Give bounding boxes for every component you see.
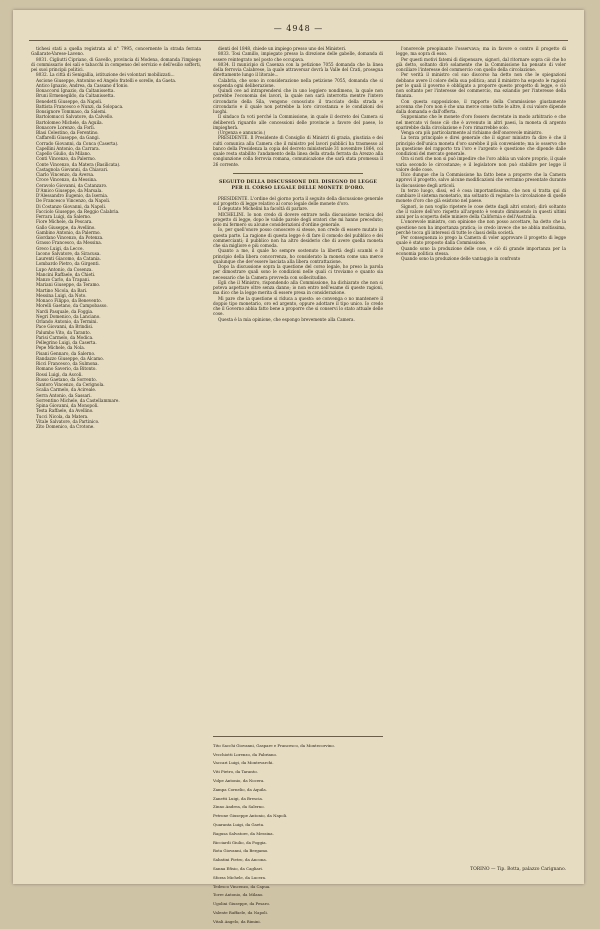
paragraph: Bonsignore Tommaso, da Salemi.	[36, 109, 107, 114]
section-divider	[233, 173, 363, 174]
paragraph: Mariani Giuseppe, da Teramo.	[36, 282, 101, 288]
paragraph: Gallo Giuseppe, da Avellino.	[36, 224, 96, 230]
paragraph: Nardi Pasquale, da Foggia.	[36, 308, 94, 314]
list-item: Valente Raffaele, da Napoli.	[213, 910, 269, 916]
paragraph: Ricci Francesco, da Sulmona.	[36, 361, 99, 366]
paragraph: Iacono Salvatore, da Siracusa.	[36, 250, 101, 256]
list-item: Ricciardi Giulio, da Foggia.	[213, 839, 267, 845]
paragraph: Morelli Gaetano, da Campobasso.	[36, 303, 108, 309]
list-item: Rota Giovanni, da Bergamo.	[213, 848, 269, 854]
paragraph: Il sindaco fa voti perché la Commissione, in quale il decreto dei Camera si delibererà riguardo alle concessioni delle provincie a favore del paese, lo impiegherà.	[213, 114, 383, 130]
paragraph: Per verità il ministro col suo discorso ha detto non che le spiegazioni debbano avere il colore della sua politica; anzi il ministro ha esposto le ragioni per le quali il governo è obbligato a proporre questo progetto di legge, e ciò non soltanto per l'interesse del commercio, ma eziandio per l'interesse della finanza.	[396, 72, 566, 99]
paragraph: Pellegrino Luigi, da Caserta.	[36, 340, 97, 345]
list-item: Petrone Giuseppe Antonio, da Napoli.	[213, 813, 288, 819]
paragraph: Per questi motivi fatemi di dispensare, signori, dal ritornare sopra ciò che ho già detto, soltanto dirò solamente che la Commissione ha pensato di voler conciliare l'interesse del commercio con quello della circolazione.	[396, 56, 566, 72]
paragraph: Bonacore Lorenzo, da Forlì.	[36, 124, 96, 130]
paragraph: La terza principale e direi generale che il signor ministro fa dire è che il principio dell'unica moneta d'oro sarebbe il più conveniente; ma io osservo che la questione del rapporto tra l'oro e l'argento è questione che dipende dalle condizioni del mercato generale.	[396, 135, 566, 156]
paragraph: PRESIDENTE. Il Presidente di Consiglio di Ministri di grazia, giustizia e dei culti comunica alla Camera che il ministro pel lavori pubblici ha trasmesso al banco della Presidenza la copia del decreto ministeriale 31 novembre 1864, col quale resta stabilito l'andamento della linea della strada ferrata da Arezzo alla congiunzione colla ferrovia romana, comunicazione che sarà stata promessa il 26 corrente.	[213, 135, 383, 167]
paragraph: Il deputato Michelini ha facoltà di parlare.	[218, 206, 309, 212]
list-item: Ugolini Giuseppe, da Pesaro.	[213, 901, 270, 907]
list-item: Vitali Angelo, da Rimini.	[213, 918, 261, 924]
paragraph: Croce Vincenzo, da Messina.	[36, 177, 98, 183]
paragraph: Sorrentino Michele, da Castellammare.	[36, 397, 120, 403]
paragraph: Di Costanzo Giovanni, da Napoli.	[36, 203, 107, 209]
paragraph: D'Alessandro Eugenio, da Isernia.	[36, 193, 109, 198]
paragraph: D'Amico Giuseppe, da Marsala.	[36, 187, 103, 193]
paragraph: Signori, io non voglio ripetere le cose dette dagli altri oratori; dirò soltanto che il valore dell'oro rispetto all'argento è venuto diminuendo in questi ultimi anni per la scoperta delle miniere della California e dell'Australia.	[396, 203, 566, 219]
paragraph: Romano Saverio, da Bitonto.	[36, 366, 97, 372]
paragraph: Conte Vincenzo, da Matera (Basilicata).	[36, 161, 121, 167]
paragraph: Pisani Gennaro, da Salerno.	[36, 350, 96, 356]
list-item: Quaranta Luigi, da Gaeta.	[213, 822, 265, 828]
paragraph: Facciolo Giuseppe, da Reggio Calabria.	[36, 208, 120, 214]
list-item: Vaccari Luigi, da Montevarchi.	[213, 760, 274, 766]
paragraph: Mancini Raffaele, da Chieti.	[36, 271, 96, 277]
paragraph: Russo Gaetano, da Sorrento.	[36, 376, 97, 382]
paragraph: Quanto a me, il quale ho sempre sostenuto la libertà degli scambi e il principio della libera concorrenza, ho considerato la moneta come una merce qualunque che dev'essere lasciata alla libera contrattazione.	[213, 248, 383, 264]
paragraph: MICHELINI. Io non credo di dovere entrare nella discussione tecnica del progetto di legge, dopo le valide parole degli oratori che mi hanno preceduto; solo mi fermerò su alcune considerazioni d'ordine generale.	[213, 211, 383, 227]
paragraph: Per conseguenza io prego la Camera di voler approvare il progetto di legge quale è stato proposto dalla Commissione.	[396, 235, 566, 246]
paragraph: Quando sono la produzione delle vantaggio in confronto	[401, 256, 521, 261]
paragraph: In terzo luogo, dissi, ed è cosa importantissima, che non si tratta qui di cambiare il sistema monetario, ma soltanto di regolare la circolazione di quelle monete d'oro che già esistono nel paese.	[396, 187, 566, 204]
paragraph: Serra Antonio, da Sassari.	[36, 392, 92, 398]
paragraph: Castagnola Giovanni, da Chiavari.	[36, 166, 109, 172]
paragraph: Ora si noti che non si può impedire che l'oro abbia un valore proprio, il quale varia secondo le circostanze; e il legislatore non può stabilire per legge il valore delle cose.	[396, 156, 566, 172]
paragraph: Ferrara Luigi, da Salerno.	[36, 214, 92, 219]
paragraph: PRESIDENTE. L'ordine del giorno porta il seguito della discussione generale sul progetto di legge relativo al corso legale delle monete d'oro.	[213, 195, 383, 206]
list-item: Zinno Andrea, da Salerno.	[213, 804, 265, 810]
paragraph: Negri Domenico, da Lanciano.	[36, 313, 101, 319]
paragraph: Venga ora più particolarmente al richiamo dell'onorevole ministro.	[401, 130, 543, 135]
list-item: Zampa Cornelio, da Aquila.	[213, 786, 267, 792]
paragraph: Quindi ove ad intraprendersi che in uno leggiero nondimeno, la quale non potrebbe l'economia dei lavori, la quale non sarà interrotta mentre l'intero circondario della Sila, vengono conosciuto il tracciato della strada e circondario e il quale non potrebbe la loro circostanza e le condizioni dei luoghi.	[213, 88, 383, 114]
paragraph: Bartolomeo Michele, da Aquila.	[36, 119, 103, 125]
paragraph: (Urgenza e annuncio.)	[218, 130, 266, 135]
paragraph: Testa Raffaele, da Avellino.	[36, 408, 94, 414]
paragraph: Palumbo Vito, da Taranto.	[36, 329, 91, 335]
paragraph: L'onorevole ministro, con opinione che non posso accettare, ha detto che la questione non ha importanza pratica; io credo invece che ne abbia moltissima, perché tocca gli interessi di tutte le classi della società.	[396, 219, 566, 235]
paragraph: Battista Francesco e Nunzi, da Solopaca.	[36, 103, 124, 109]
paragraph: 8032. La città di Senigallia, istituzione dei volontari mobilizzati...	[36, 72, 175, 78]
paragraph: Quando sono la produzione delle cose, e ciò di grande importanza per la economia politica stessa.	[396, 245, 566, 256]
paragraph: Bartolomucci Salvatore, da Calvello.	[36, 114, 114, 120]
section-heading: SEGUITO DELLA DISCUSSIONE DEL DISEGNO DI LEGGE PER IL CORSO LEGALE DELLE MONETE D'ORO.	[218, 179, 378, 191]
list-item: Viti Pietro, da Taranto.	[213, 769, 258, 775]
column-middle-list	[213, 740, 383, 929]
paragraph: Conti Vincenzo, da Palermo.	[36, 156, 96, 162]
paragraph: Tucci Nicola, da Matera.	[36, 413, 89, 419]
paragraph: Antico Ignazio, Andrea, da Cassano d'Ionio.	[36, 82, 129, 88]
paragraph: 8033. Tosi Camillo, impiegato presso la direzione delle gabelle, domanda di essere reintegrato nel posto che occupava.	[213, 51, 383, 62]
list-item: Zanetti Luigi, da Brescia.	[213, 795, 264, 801]
paragraph: Bonaccorsi Ignazio, da Caltanissetta.	[36, 88, 115, 93]
paragraph: dienti del 1848, chiede un impiego presso uno dei Ministeri.	[218, 46, 347, 51]
paragraph: 8034. Il municipio di Casenza con la petizione 7055 domanda che la linea della ferrovia Calabrese, la quale attraversar dovrà la Valle del Crati, prosegua direttamente lungo il litorale...	[213, 61, 383, 78]
paragraph: Lupo Antonio, da Cosenza.	[36, 266, 93, 272]
paragraph: Calabria, che sono in considerazione nella petizione 7055, domanda che si sospenda ogni deliberazione.	[213, 77, 383, 88]
list-item: Vecchiotti Lorenzo, da Fabriano.	[213, 751, 278, 757]
paragraph: Dopo la discussione sopra la questione del corso legale, ho preso la parola per dimostrare quali sono le condizioni nelle quali ci troviamo e quanto sia necessario che la Camera provveda con sollecitudine.	[213, 264, 383, 280]
paragraph: Grasso Francesco, da Messina.	[36, 240, 103, 246]
paragraph: Zito Domenico, da Crotone.	[36, 424, 95, 429]
paragraph: Bruni Ermenegildo, da Caltanissetta.	[36, 93, 115, 99]
list-item: Sforza Michele, da Lucera.	[213, 874, 267, 880]
paragraph: Fiore Michele, da Pescara.	[36, 219, 93, 225]
paragraph: Monaco Filippo, da Benevento.	[36, 298, 102, 303]
paragraph: Ciarlo Vincenzo, da Aversa.	[36, 172, 95, 177]
list-item: Ragusa Salvatore, da Messina.	[213, 830, 274, 836]
paragraph: Giordano Vincenzo, da Potenza.	[36, 235, 104, 240]
paragraph: Pepe Michele, da Nola.	[36, 345, 86, 351]
paragraph: Santoro Vincenzo, da Cerignola.	[36, 382, 105, 387]
paragraph: Orlando Antonio, da Termini.	[36, 319, 98, 324]
paragraph: Mi pare che la questione si riduca a questo: se convenga o no mantenere il doppio tipo monetario, oro ed argento, oppure adottare il tipo unico. Io credo che il Governo abbia fatto bene a proporre che si conservi lo stato attuale delle cose.	[213, 295, 383, 317]
page-number: — 4948 —	[273, 24, 324, 33]
list-item: Tedesco Vincenzo, da Capua.	[213, 883, 271, 889]
paragraph: Blasi Celestino, da Ferentino.	[36, 130, 99, 135]
list-item: Tito Sacchi Giovanni, Gaspare e Francesco, da Montecorvino.	[213, 742, 335, 748]
paragraph: Gambino Antonio, da Palermo.	[36, 229, 101, 235]
paragraph: Ascione Giuseppe, Antonino ed Angelo fratelli e sorelle, da Gaeta.	[36, 77, 177, 83]
list-item: Sanna Efisio, da Cagliari.	[213, 866, 264, 872]
paragraph: Greco Luigi, da Lecce.	[36, 245, 84, 251]
printer-imprint: TORINO — Tip. Botta, palazzo Carignano.	[470, 867, 566, 872]
list-item: Torre Antonio, da Milano.	[213, 892, 264, 898]
paragraph: Supponiamo che le monete d'oro fossero decretate in modo arbitrario e che nel mercato vi fosse ciò che è avvenuto in altri paesi, la moneta di argento sparirebbe dalla circolazione e l'oro rimarrebbe solo.	[396, 114, 566, 130]
paragraph: De Francesco Vincenzo, da Napoli.	[36, 198, 111, 204]
paragraph: Corrado Giovanni, da Conca (Caserta).	[36, 140, 119, 146]
paragraph: Laurenti Giacomo, da Catania.	[36, 256, 101, 261]
paragraph: Ceravolo Giovanni, da Catanzaro.	[36, 182, 108, 188]
list-item: Sabatini Pietro, da Ancona.	[213, 857, 267, 863]
paragraph: l'onorevole preopinante l'osservava; ma in favore o contro il progetto di legge, ma sopra di esso.	[396, 46, 566, 57]
paragraph: Pace Giovanni, da Brindisi.	[36, 324, 94, 330]
paragraph: Dico dunque che la Commissione ha fatto bene a proporre che la Camera approvi il progetto, salvo alcune modificazioni che verranno presentate durante la discussione degli articoli.	[396, 172, 566, 188]
paragraph: Randazzo Giuseppe, da Alcamo.	[36, 355, 104, 361]
paragraph: 8031. Cigliutti Cipriano, di Gavello, provincia di Modena, domanda l'impiego di commissario dei sali e tabacchi in compenso del servizio e dell'esilio sofferti, pei suoi principii politici.	[31, 56, 201, 72]
paragraph: Messina Luigi, da Noto.	[36, 292, 87, 298]
paragraph: Parisi Carmelo, da Modica.	[36, 334, 94, 340]
paragraph: Rossi Luigi, da Ascoli.	[36, 371, 83, 377]
paragraph: Capello Giulio, da Milano.	[36, 151, 92, 156]
paragraph: Io, per quell'onore posso conoscere si stesse, non credo di essere mutato in questa parte. La ragione di questa legge è di fare il comodo del pubblico e dei commercianti; il pubblico non ha altro desiderio che di avere quella moneta che sia migliore e più comoda.	[213, 227, 383, 248]
paragraph: Vitale Salvatore, da Partinico.	[36, 418, 100, 424]
column-left	[31, 46, 201, 870]
paragraph: tichesi stati a quella registrata al n° 7995, concernente la strada ferrata Gallarate-Varese-Laveno.	[31, 46, 201, 57]
paragraph: Manzo Carlo, da Trapani.	[36, 277, 91, 282]
paragraph: Capellini Antonio, da Carrara.	[36, 145, 100, 151]
newspaper-page	[13, 10, 584, 924]
header-rule	[29, 40, 568, 41]
paragraph: Questa è la mia opinione, che espongo brevemente alla Camera.	[218, 316, 355, 322]
paragraph: Benedetti Giuseppe, da Napoli.	[36, 98, 103, 104]
list-item: Volpe Antonio, da Nocera.	[213, 778, 265, 784]
column-right	[396, 46, 566, 870]
paragraph: Con questa supposizione, il rapporto della Commissione giustamente accenna che l'oro non è che una merce come tutte le altre, il cui valore dipende dalla domanda e dall'offerta.	[396, 98, 566, 114]
footnote-rule	[213, 736, 383, 737]
paragraph: Lombardo Pietro, da Girgenti.	[36, 261, 100, 267]
paragraph: Scalia Carmelo, da Acireale.	[36, 387, 97, 393]
paragraph: Martino Nicola, da Bari.	[36, 287, 88, 293]
paragraph: Spina Giovanni, da Monopoli.	[36, 403, 99, 408]
paragraph: Caffarelli Giuseppe, da Gangi.	[36, 135, 100, 141]
paragraph: Egli che il Ministro, rispondendo alla Commissione, ha dichiarato che non si poteva aspettare oltre senza danno; io non entro nell'esame di queste ragioni, ma dico che la legge merita di essere presa in considerazione.	[213, 279, 383, 296]
